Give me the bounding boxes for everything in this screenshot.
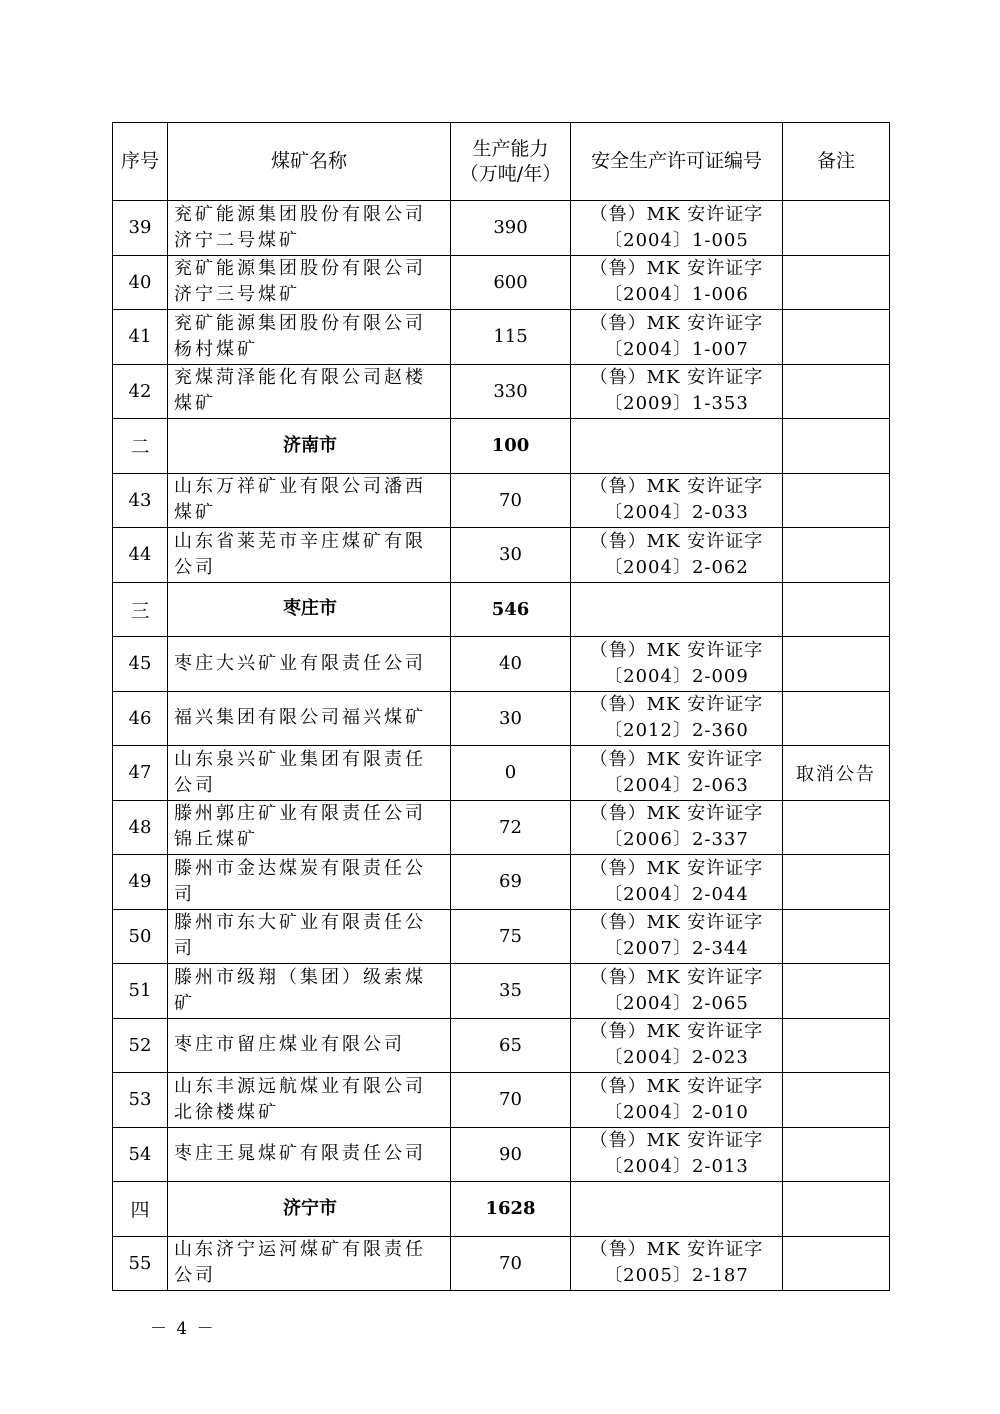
note [783, 310, 890, 365]
capacity-value: 70 [451, 1073, 571, 1128]
permit-number [571, 1236, 783, 1291]
permit-line-1: （鲁）MK 安许证字 [589, 1021, 764, 1043]
note: 取消公告 [783, 746, 890, 801]
table-row [113, 855, 890, 910]
mine-name: 山东万祥矿业有限公司潘西煤矿 [168, 473, 451, 528]
permit-line-2: 〔2009〕1-353 [604, 393, 749, 415]
mine-name: 山东省莱芜市辛庄煤矿有限公司 [168, 528, 451, 583]
capacity-value: 65 [451, 1018, 571, 1073]
table-row [113, 1127, 890, 1182]
permit-line-2: 〔2004〕2-033 [604, 502, 749, 524]
capacity-value: 69 [451, 855, 571, 910]
mine-name: 兖煤菏泽能化有限公司赵楼煤矿 [168, 364, 451, 419]
capacity-value: 600 [451, 255, 571, 310]
capacity-value: 100 [451, 419, 571, 474]
coal-mine-table [112, 122, 890, 1291]
note [783, 1127, 890, 1182]
row-number: 45 [113, 637, 168, 692]
capacity-value: 75 [451, 909, 571, 964]
permit-line-2: 〔2004〕2-009 [604, 665, 749, 687]
table-row [113, 964, 890, 1019]
capacity-value: 40 [451, 637, 571, 692]
header-note: 备注 [783, 123, 890, 201]
permit-line-1: （鲁）MK 安许证字 [589, 912, 764, 934]
table-group-row [113, 582, 890, 637]
table-group-row [113, 419, 890, 474]
header-capacity-line1: 生产能力 [472, 137, 549, 160]
permit-line-2: 〔2004〕2-065 [604, 992, 749, 1014]
table-row [113, 528, 890, 583]
table-row [113, 637, 890, 692]
note [783, 1073, 890, 1128]
mine-name: 兖矿能源集团股份有限公司济宁二号煤矿 [168, 201, 451, 256]
permit-line-1: （鲁）MK 安许证字 [589, 203, 764, 225]
row-number: 三 [113, 582, 168, 637]
region-name: 济南市 [168, 419, 451, 474]
row-number: 47 [113, 746, 168, 801]
permit-number [571, 1018, 783, 1073]
capacity-value: 35 [451, 964, 571, 1019]
permit-line-1: （鲁）MK 安许证字 [589, 748, 764, 770]
note [783, 909, 890, 964]
permit-line-1: （鲁）MK 安许证字 [589, 530, 764, 552]
permit-number [571, 1182, 783, 1237]
permit-line-2: 〔2004〕1-006 [604, 284, 749, 306]
table-row [113, 800, 890, 855]
permit-number [571, 201, 783, 256]
note [783, 800, 890, 855]
mine-name: 福兴集团有限公司福兴煤矿 [168, 691, 451, 746]
capacity-value: 70 [451, 473, 571, 528]
permit-line-2: 〔2005〕2-187 [604, 1265, 749, 1287]
mine-name: 枣庄大兴矿业有限责任公司 [168, 637, 451, 692]
note [783, 201, 890, 256]
permit-line-1: （鲁）MK 安许证字 [589, 367, 764, 389]
permit-number [571, 582, 783, 637]
header-permit: 安全生产许可证编号 [571, 123, 783, 201]
row-number: 54 [113, 1127, 168, 1182]
capacity-value: 330 [451, 364, 571, 419]
permit-line-1: （鲁）MK 安许证字 [589, 1075, 764, 1097]
note [783, 1018, 890, 1073]
permit-number [571, 637, 783, 692]
permit-line-1: （鲁）MK 安许证字 [589, 476, 764, 498]
permit-line-2: 〔2004〕2-013 [604, 1156, 749, 1178]
permit-line-2: 〔2004〕2-063 [604, 774, 749, 796]
mine-name: 滕州郭庄矿业有限责任公司锦丘煤矿 [168, 800, 451, 855]
row-number: 52 [113, 1018, 168, 1073]
note [783, 855, 890, 910]
permit-line-1: （鲁）MK 安许证字 [589, 1239, 764, 1261]
header-capacity-line2: （万吨/年） [459, 162, 562, 185]
region-name: 济宁市 [168, 1182, 451, 1237]
mine-name: 滕州市金达煤炭有限责任公司 [168, 855, 451, 910]
permit-number [571, 419, 783, 474]
permit-number [571, 964, 783, 1019]
row-number: 40 [113, 255, 168, 310]
mine-name: 滕州市级翔（集团）级索煤矿 [168, 964, 451, 1019]
mine-name: 山东丰源远航煤业有限公司北徐楼煤矿 [168, 1073, 451, 1128]
note [783, 964, 890, 1019]
row-number: 二 [113, 419, 168, 474]
mine-name: 枣庄市留庄煤业有限公司 [168, 1018, 451, 1073]
table-row [113, 255, 890, 310]
note [783, 637, 890, 692]
note [783, 255, 890, 310]
permit-line-1: （鲁）MK 安许证字 [589, 966, 764, 988]
page-number: － 4 － [150, 1319, 216, 1339]
row-number: 41 [113, 310, 168, 365]
permit-line-1: （鲁）MK 安许证字 [589, 312, 764, 334]
capacity-value: 1628 [451, 1182, 571, 1237]
permit-line-1: （鲁）MK 安许证字 [589, 694, 764, 716]
permit-line-2: 〔2004〕1-005 [604, 229, 749, 251]
permit-number [571, 473, 783, 528]
permit-number [571, 855, 783, 910]
note [783, 1182, 890, 1237]
row-number: 50 [113, 909, 168, 964]
table-row [113, 1018, 890, 1073]
row-number: 53 [113, 1073, 168, 1128]
table-row [113, 310, 890, 365]
permit-number [571, 1073, 783, 1128]
permit-number [571, 364, 783, 419]
table-row [113, 473, 890, 528]
permit-number [571, 909, 783, 964]
region-name: 枣庄市 [168, 582, 451, 637]
capacity-value: 30 [451, 691, 571, 746]
row-number: 51 [113, 964, 168, 1019]
table-body [113, 201, 890, 1291]
note [783, 473, 890, 528]
capacity-value: 30 [451, 528, 571, 583]
capacity-value: 546 [451, 582, 571, 637]
note [783, 364, 890, 419]
row-number: 43 [113, 473, 168, 528]
mine-name: 兖矿能源集团股份有限公司济宁三号煤矿 [168, 255, 451, 310]
table-row [113, 364, 890, 419]
note [783, 419, 890, 474]
permit-number [571, 800, 783, 855]
note [783, 582, 890, 637]
capacity-value: 390 [451, 201, 571, 256]
capacity-value: 70 [451, 1236, 571, 1291]
permit-line-1: （鲁）MK 安许证字 [589, 1130, 764, 1152]
table-row [113, 691, 890, 746]
note [783, 1236, 890, 1291]
capacity-value: 72 [451, 800, 571, 855]
mine-name: 滕州市东大矿业有限责任公司 [168, 909, 451, 964]
row-number: 四 [113, 1182, 168, 1237]
row-number: 55 [113, 1236, 168, 1291]
row-number: 39 [113, 201, 168, 256]
mine-name: 兖矿能源集团股份有限公司杨村煤矿 [168, 310, 451, 365]
permit-line-1: （鲁）MK 安许证字 [589, 803, 764, 825]
permit-number [571, 1127, 783, 1182]
permit-line-1: （鲁）MK 安许证字 [589, 639, 764, 661]
row-number: 44 [113, 528, 168, 583]
mine-name: 枣庄王晁煤矿有限责任公司 [168, 1127, 451, 1182]
table-row [113, 201, 890, 256]
permit-line-2: 〔2006〕2-337 [604, 829, 749, 851]
note [783, 528, 890, 583]
permit-line-1: （鲁）MK 安许证字 [589, 857, 764, 879]
table-row [113, 1073, 890, 1128]
mine-name: 山东济宁运河煤矿有限责任公司 [168, 1236, 451, 1291]
capacity-value: 90 [451, 1127, 571, 1182]
permit-number [571, 255, 783, 310]
permit-line-2: 〔2004〕2-023 [604, 1047, 749, 1069]
table-row [113, 746, 890, 801]
table-header-row [113, 123, 890, 201]
row-number: 49 [113, 855, 168, 910]
permit-line-2: 〔2004〕2-010 [604, 1101, 749, 1123]
header-no: 序号 [113, 123, 168, 201]
permit-line-2: 〔2004〕1-007 [604, 338, 749, 360]
permit-number [571, 746, 783, 801]
permit-line-2: 〔2004〕2-062 [604, 556, 749, 578]
row-number: 46 [113, 691, 168, 746]
capacity-value: 115 [451, 310, 571, 365]
note [783, 691, 890, 746]
permit-number [571, 310, 783, 365]
row-number: 42 [113, 364, 168, 419]
permit-line-1: （鲁）MK 安许证字 [589, 258, 764, 280]
table-row [113, 909, 890, 964]
permit-number [571, 691, 783, 746]
permit-line-2: 〔2004〕2-044 [604, 883, 749, 905]
permit-line-2: 〔2007〕2-344 [604, 938, 749, 960]
table-row [113, 1236, 890, 1291]
header-capacity [451, 123, 571, 201]
capacity-value: 0 [451, 746, 571, 801]
row-number: 48 [113, 800, 168, 855]
mine-name: 山东泉兴矿业集团有限责任公司 [168, 746, 451, 801]
header-name: 煤矿名称 [168, 123, 451, 201]
permit-line-2: 〔2012〕2-360 [604, 720, 749, 742]
permit-number [571, 528, 783, 583]
table-group-row [113, 1182, 890, 1237]
